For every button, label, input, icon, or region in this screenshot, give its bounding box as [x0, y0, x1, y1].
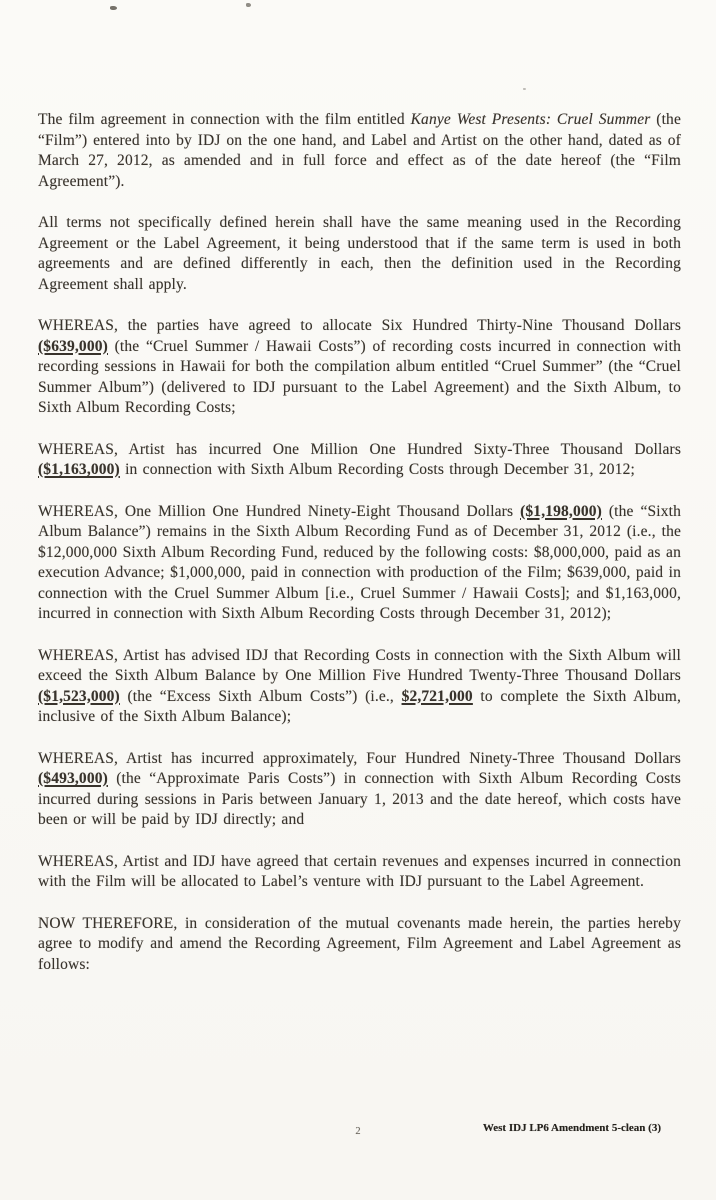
paragraph-now-therefore — [38, 914, 681, 976]
page-number: 2 — [355, 1126, 361, 1137]
amount-highlight: ($1,198,000) — [520, 502, 602, 520]
text-run: WHEREAS, One Million One Hundred Ninety-Eight Thousand Dollars — [38, 502, 521, 520]
text-run: WHEREAS, Artist has advised IDJ that Recording Costs in connection with the Sixth Album will exceed the Sixth Album Balance by One Million Five Hundred Twenty-Three Thousand Dollars — [38, 646, 681, 684]
text-run: (the “Excess Sixth Album Costs”) (i.e., — [119, 687, 402, 705]
paragraph-whereas-hawaii-costs — [38, 316, 681, 419]
paragraph-defined-terms — [38, 213, 681, 295]
text-run: (the “Sixth Album Balance”) remains in the Sixth Album Recording Fund as of December 31, 2012 (i.e., the $12,000,000 Sixth Album Recording Fund, reduced by the following costs: $8,000,000, paid as an execution Advance; $1,000,000, paid in connection with production of the Film; $639,000, paid in connection with the Cruel Summer Album [i.e., Cruel Summer / Hawaii Costs]; and $1,163,000, incurred in connection with Sixth Album Recording Costs through December 31, 2012); — [38, 502, 681, 622]
text-run: NOW THEREFORE, in consideration of the mutual covenants made herein, the parties hereby agree to modify and amend the Recording Agreement, Film Agreement and Label Agreement as follows: — [38, 914, 681, 973]
text-run: WHEREAS, Artist has incurred One Million One Hundred Sixty-Three Thousand Dollars — [38, 440, 681, 458]
text-run: to complete the Sixth Album, inclusive of the Sixth Album Balance); — [38, 687, 681, 725]
text-run: (the “Approximate Paris Costs”) in connection with Sixth Album Recording Costs incurred during sessions in Paris between January 1, 2013 and the date hereof, which costs have been or will be paid by IDJ directly; and — [38, 770, 681, 828]
paragraph-whereas-excess-costs — [38, 646, 681, 728]
amount-highlight: ($493,000) — [38, 770, 108, 787]
text-run: in connection with Sixth Album Recording Costs through December 31, 2012; — [119, 461, 635, 478]
paragraph-whereas-film-revenues — [38, 852, 681, 893]
scan-artifact — [246, 3, 251, 7]
text-run: WHEREAS, Artist has incurred approximately, Four Hundred Ninety-Three Thousand Dollars — [38, 749, 681, 767]
text-run: WHEREAS, the parties have agreed to allocate Six Hundred Thirty-Nine Thousand Dollars — [38, 317, 681, 334]
paragraph-whereas-incurred-costs — [38, 440, 681, 481]
paragraph-film-agreement — [38, 110, 681, 192]
text-run: (the “Film”) entered into by IDJ on the one hand, and Label and Artist on the other hand, dated as of March 27, 2012, as amended and in full force and effect as of the date hereof (the “Film Agreement”). — [38, 111, 681, 190]
scan-artifact — [110, 6, 117, 10]
amount-highlight: ($1,163,000) — [38, 461, 120, 478]
text-run: (the “Cruel Summer / Hawaii Costs”) of recording costs incurred in connection with recording sessions in Hawaii for both the compilation album entitled “Cruel Summer” (the “Cruel Summer Album”) (delivered to IDJ pursuant to the Label Agreement) and the Sixth Album, to Sixth Album Recording Costs; — [38, 337, 681, 416]
film-title-italic: Kanye West Presents: Cruel Summer — [410, 111, 651, 128]
footer-doc-label: West IDJ LP6 Amendment 5-clean (3) — [482, 1122, 661, 1134]
document-body — [38, 110, 681, 996]
text-run: The film agreement in connection with the film entitled — [38, 111, 411, 128]
amount-highlight: ($639,000) — [38, 337, 108, 355]
amount-highlight: $2,721,000 — [401, 687, 473, 705]
scan-artifact — [523, 88, 526, 90]
paragraph-whereas-album-balance — [38, 502, 681, 625]
text-run: All terms not specifically defined herein shall have the same meaning used in the Recording Agreement or the Label Agreement, it being understood that if the same term is used in both agreements and are defined differently in each, then the definition used in the Recording Agreement shall apply. — [38, 214, 681, 293]
page-footer — [0, 1120, 716, 1144]
text-run: WHEREAS, Artist and IDJ have agreed that certain revenues and expenses incurred in connection with the Film will be allocated to Label’s venture with IDJ pursuant to the Label Agreement. — [38, 852, 681, 890]
amount-highlight: ($1,523,000) — [38, 687, 120, 705]
paragraph-whereas-paris-costs — [38, 749, 681, 831]
